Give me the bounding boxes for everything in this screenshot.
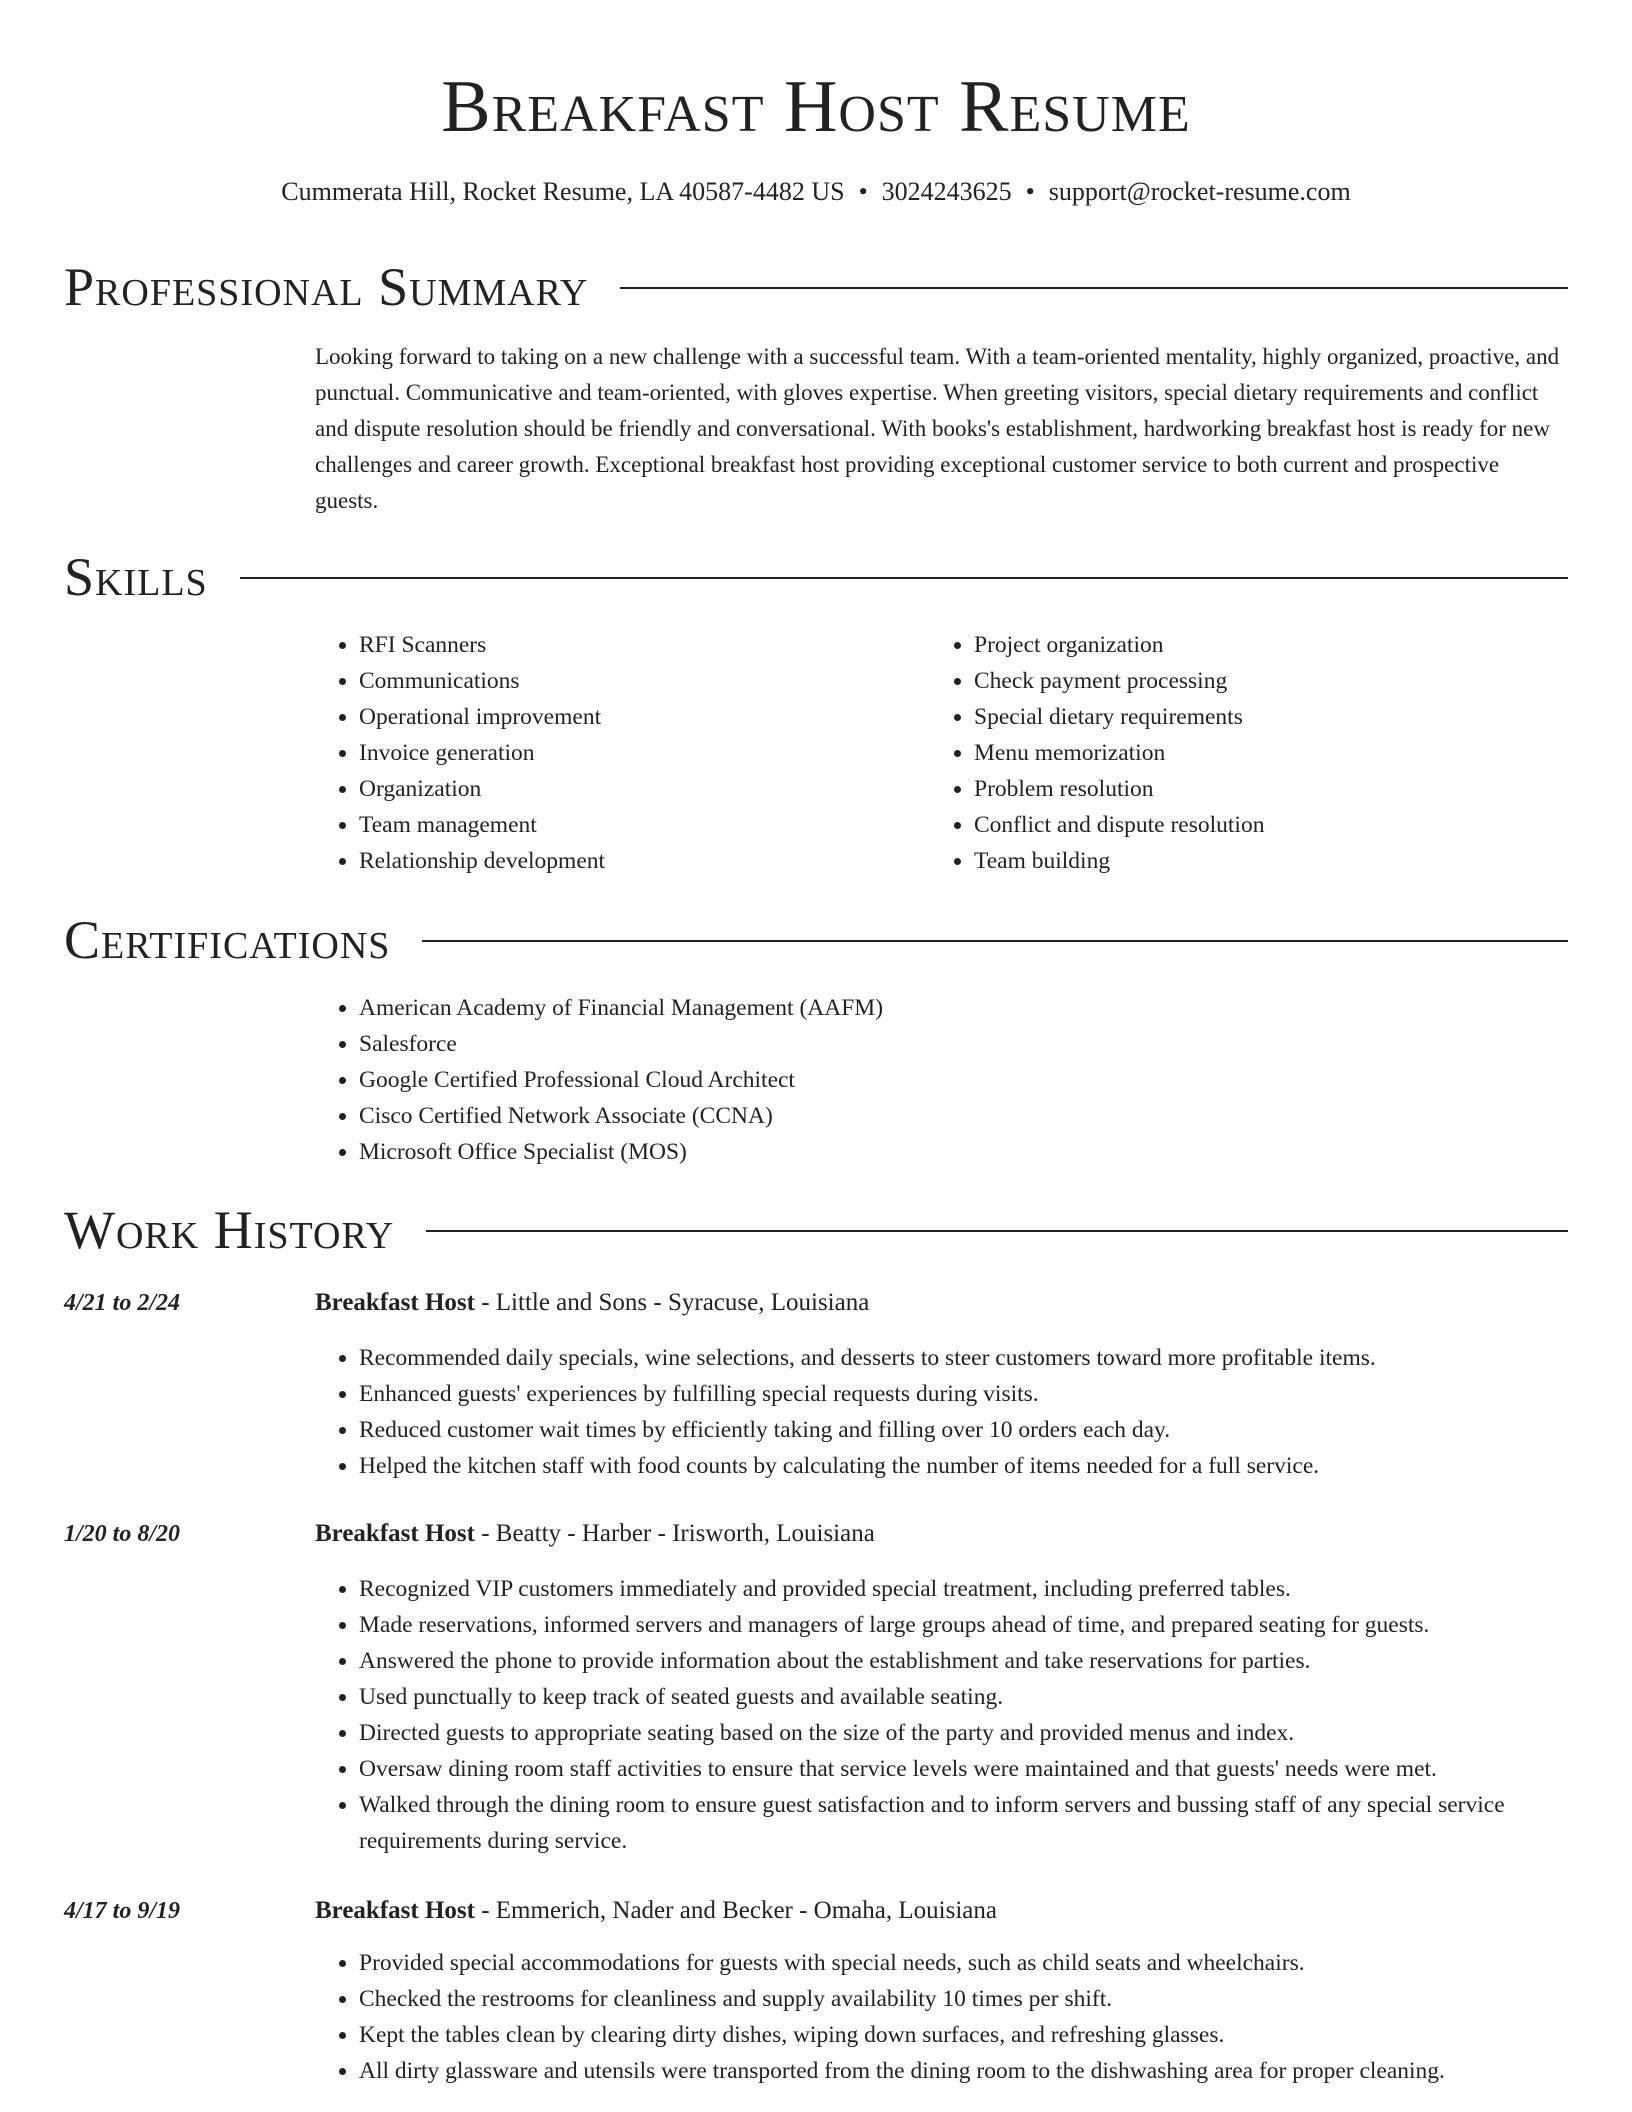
job-duties: [315, 1571, 1568, 1859]
skill-item: • Problem resolution: [974, 771, 1568, 807]
skill-item: • Invoice generation: [359, 735, 915, 771]
skill-item: • Team building: [974, 843, 1568, 879]
job-duty-item: • Helped the kitchen staff with food counts by calculating the number of items needed for a full service.: [359, 1448, 1568, 1484]
skills-heading: Skills: [64, 547, 208, 607]
skills-list-left: [315, 627, 915, 879]
job-duty-item: • Kept the tables clean by clearing dirty dishes, wiping down surfaces, and refreshing glasses.: [359, 2017, 1568, 2053]
skill-item: • Team management: [359, 807, 915, 843]
certification-item: • Salesforce: [359, 1026, 883, 1062]
certifications-block: [315, 990, 883, 1170]
job-duty-item: • Answered the phone to provide information about the establishment and take reservations for parties.: [359, 1643, 1568, 1679]
certification-item: • Microsoft Office Specialist (MOS): [359, 1134, 883, 1170]
skill-item: • Relationship development: [359, 843, 915, 879]
skill-item: • RFI Scanners: [359, 627, 915, 663]
job-title-line: [315, 1893, 997, 1929]
job-dates: 4/21 to 2/24: [64, 1290, 181, 1316]
contact-phone: 3024243625: [881, 177, 1012, 206]
skill-item: • Organization: [359, 771, 915, 807]
contact-address: Cummerata Hill, Rocket Resume, LA 40587-4482 US: [281, 177, 845, 206]
skill-item: • Operational improvement: [359, 699, 915, 735]
job-duty-item: • Enhanced guests' experiences by fulfilling special requests during visits.: [359, 1376, 1568, 1412]
work-history-section-header: [64, 1200, 1568, 1260]
job-role: Breakfast Host: [315, 1289, 475, 1316]
job-employer: - Emmerich, Nader and Becker - Omaha, Louisiana: [474, 1897, 997, 1924]
job-duty-item: • Reduced customer wait times by efficiently taking and filling over 10 orders each day.: [359, 1412, 1568, 1448]
job-employer: - Beatty - Harber - Irisworth, Louisiana: [474, 1520, 875, 1547]
job-duty-item: • Recognized VIP customers immediately and provided special treatment, including preferred tables.: [359, 1571, 1568, 1607]
section-divider: [426, 1230, 1568, 1232]
job-dates: 4/17 to 9/19: [64, 1898, 181, 1924]
job-role: Breakfast Host: [315, 1520, 475, 1547]
section-divider: [240, 577, 1568, 579]
skills-column-right: [930, 627, 1568, 879]
certification-item: • Cisco Certified Network Associate (CCNA): [359, 1098, 883, 1134]
skills-section-header: [64, 547, 1568, 607]
job-duties: [315, 1945, 1568, 2089]
contact-separator: •: [858, 177, 868, 206]
skill-item: • Special dietary requirements: [974, 699, 1568, 735]
summary-heading: Professional Summary: [64, 257, 589, 317]
summary-text: Looking forward to taking on a new challenge with a successful team. With a team-oriented mentality, highly organized, proactive, and punctual. Communicative and team-oriented, with gloves expertise. When greeting visitors, special dietary requirements and conflict and dispute resolution should be friendly and conversational. With books's establishment, hardworking breakfast host is ready for new challenges and career growth. Exceptional breakfast host providing exceptional customer service to both current and prospective guests.: [315, 344, 1560, 513]
skill-item: • Project organization: [974, 627, 1568, 663]
job-duty-item: • Used punctually to keep track of seated guests and available seating.: [359, 1679, 1568, 1715]
skills-list-right: [930, 627, 1568, 879]
skill-item: • Check payment processing: [974, 663, 1568, 699]
skill-item: • Conflict and dispute resolution: [974, 807, 1568, 843]
skill-item: • Menu memorization: [974, 735, 1568, 771]
job-duty-item: • Directed guests to appropriate seating based on the size of the party and provided menus and index.: [359, 1715, 1568, 1751]
job-role: Breakfast Host: [315, 1897, 475, 1924]
skill-item: • Communications: [359, 663, 915, 699]
skills-column-left: [315, 627, 915, 879]
certifications-heading: Certifications: [64, 910, 391, 970]
summary-section-header: [64, 257, 1568, 317]
job-title-line: [315, 1516, 875, 1552]
work-history-heading: Work History: [64, 1200, 395, 1260]
job-dates: 1/20 to 8/20: [64, 1521, 181, 1547]
resume-title: Breakfast Host Resume: [441, 66, 1191, 148]
contact-line: [64, 174, 1568, 210]
job-duty-item: • Checked the restrooms for cleanliness and supply availability 10 times per shift.: [359, 1981, 1568, 2017]
job-employer: - Little and Sons - Syracuse, Louisiana: [474, 1289, 870, 1316]
job-duty-item: • Walked through the dining room to ensure guest satisfaction and to inform servers and bussing staff of any special service requirements during service.: [359, 1787, 1568, 1859]
contact-separator: •: [1025, 177, 1035, 206]
section-divider: [620, 287, 1568, 289]
job-title-line: [315, 1285, 869, 1321]
certifications-list: [315, 990, 883, 1170]
job-duty-item: • Oversaw dining room staff activities to ensure that service levels were maintained and that guests' needs were met.: [359, 1751, 1568, 1787]
job-duties: [315, 1340, 1568, 1484]
job-duty-item: • All dirty glassware and utensils were transported from the dining room to the dishwashing area for proper cleaning.: [359, 2053, 1568, 2089]
job-duty-item: • Provided special accommodations for guests with special needs, such as child seats and wheelchairs.: [359, 1945, 1568, 1981]
contact-email: support@rocket-resume.com: [1048, 177, 1351, 206]
job-duty-item: • Recommended daily specials, wine selections, and desserts to steer customers toward more profitable items.: [359, 1340, 1568, 1376]
certifications-section-header: [64, 910, 1568, 970]
certification-item: • American Academy of Financial Management (AAFM): [359, 990, 883, 1026]
job-duty-item: • Made reservations, informed servers and managers of large groups ahead of time, and prepared seating for guests.: [359, 1607, 1568, 1643]
section-divider: [422, 940, 1568, 942]
certification-item: • Google Certified Professional Cloud Architect: [359, 1062, 883, 1098]
